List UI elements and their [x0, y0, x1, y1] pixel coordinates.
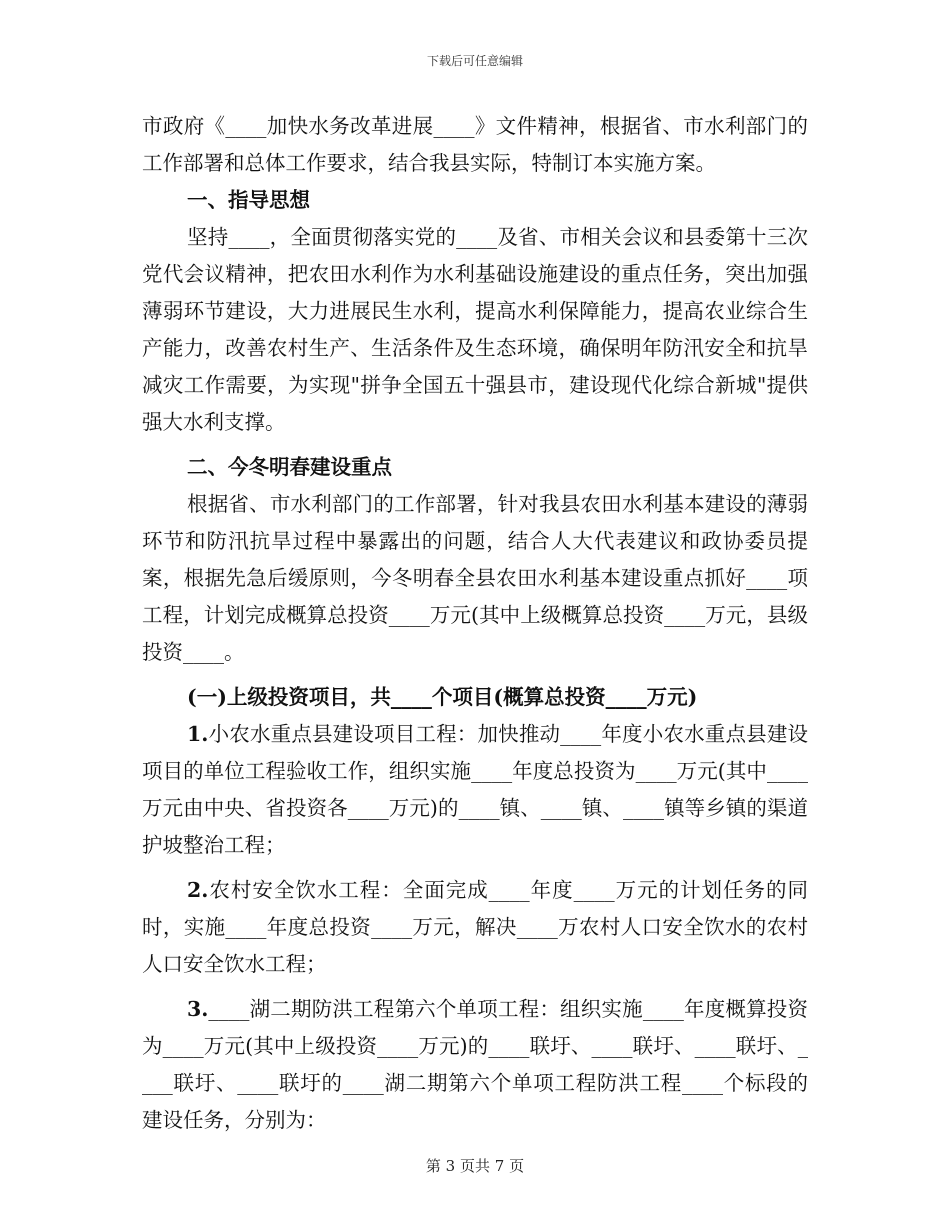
- list-item-text: 农村安全饮水工程：全面完成____年度____万元的计划任务的同时，实施____年度总投资____万元，解决____万农村人口安全饮水的农村人口安全饮水工程；: [142, 878, 808, 976]
- list-item-number: 1.: [187, 722, 209, 746]
- paragraph-intro: 市政府《____加快水务改革进展____》文件精神，根据省、市水利部门的工作部署和总体工作要求，结合我县实际，特制订本实施方案。: [142, 114, 808, 175]
- list-item-text: 小农水重点县建设项目工程：加快推动____年度小农水重点县建设项目的单位工程验收工作，组织实施____年度总投资为____万元(其中____万元由中央、省投资各____万元)的____镇、____镇、____镇等乡镇的渠道护坡整治工程；: [142, 722, 808, 857]
- list-item-3: [142, 991, 808, 1139]
- paragraph-guiding-ideology: 坚持____，全面贯彻落实党的____及省、市相关会议和县委第十三次党代会议精神，把农田水利作为水利基础设施建设的重点任务，突出加强薄弱环节建设，大力进展民生水利，提高水利保障能力，提高农业综合生产能力，改善农村生产、生活条件及生态环境，确保明年防汛安全和抗旱减灾工作需要，为实现"拼争全国五十强县市，建设现代化综合新城"提供强大水利支撑。: [142, 225, 808, 434]
- list-item-text: ____湖二期防洪工程第六个单项工程：组织实施____年度概算投资为____万元(其中上级投资____万元)的____联圩、____联圩、____联圩、____联圩、____联圩的____湖二期第六个单项工程防洪工程____个标段的建设任务，分别为：: [142, 997, 808, 1132]
- subsection-heading-superior-investment: (一)上级投资项目，共____个项目(概算总投资____万元): [187, 685, 698, 709]
- list-item-number: 2.: [187, 878, 209, 902]
- paragraph-construction-focus: 根据省、市水利部门的工作部署，针对我县农田水利基本建设的薄弱环节和防汛抗旱过程中暴露出的问题，结合人大代表建议和政协委员提案，根据先急后缓原则，今冬明春全县农田水利基本建设重点抓好____项工程，计划完成概算总投资____万元(其中上级概算总投资____万元，县级投资____。: [142, 492, 808, 664]
- page-footer: 第 3 页共 7 页: [425, 1157, 525, 1175]
- section-heading-guiding-ideology: 一、指导思想: [187, 188, 310, 212]
- section-heading-construction-focus: 二、今冬明春建设重点: [187, 455, 392, 479]
- list-item-1: [142, 716, 808, 864]
- list-item-2: [142, 872, 808, 983]
- page-header: 下载后可任意编辑: [426, 54, 523, 68]
- list-item-number: 3.: [187, 997, 209, 1021]
- document-body: [142, 108, 808, 1139]
